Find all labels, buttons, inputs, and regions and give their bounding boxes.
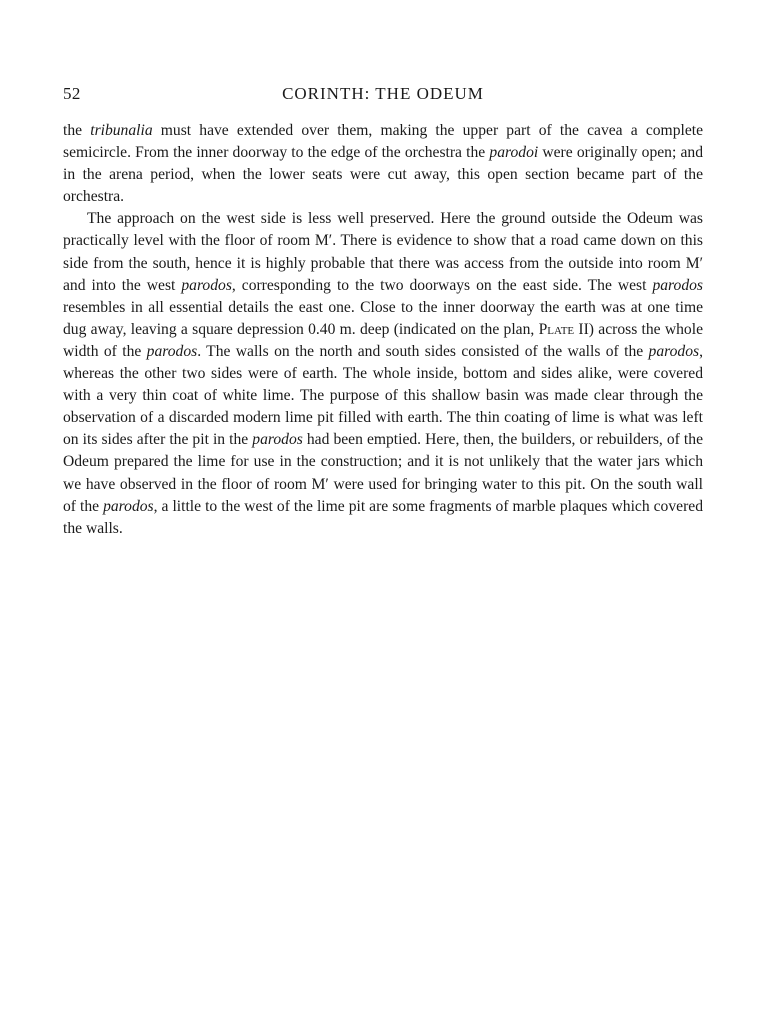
italic-term: parodos [181,276,232,294]
paragraph-2 [63,208,703,539]
text-run: had been emptied. Here, then, the builders, or rebuilders, of the Odeum prepared the lime for use in the construction; and it is not unlikely that the water jars which we have observed in the floor of room M′ were used for bringing water to this pit. On the south wall of the [63,431,703,515]
italic-term: tribunalia [90,122,153,139]
italic-term: parodos [103,497,154,515]
text-run: must have extended over them, making the upper part of the cavea a complete semicircle. From the inner doorway to the edge of the orchestra the [63,122,703,162]
text-run: The approach on the west side is less well preserved. Here the ground outside the Odeum was practically level with the floor of room M′. There is evidence to show that a road came down on this side from the south, hence it is highly probable that there was access from the outside into room M′ and into the west [63,210,703,294]
italic-term: parodoi [489,144,539,162]
italic-term: parodos [648,342,700,360]
text-run: . The walls on the north and south sides consisted of the walls of the [197,342,649,360]
italic-term: parodos [252,431,303,449]
running-title: CORINTH: THE ODEUM [282,84,484,103]
text-run: resembles in all essential details the east one. Close to the inner doorway the earth was at one time dug away, leaving a square depression 0.40 m. deep (indicated on the plan, [63,298,703,338]
running-head [63,84,703,110]
italic-term: parodos [652,276,703,294]
page-number: 52 [63,84,81,103]
text-run: II) across the whole width of the [63,320,703,360]
body-text [63,120,703,540]
text-run: were originally open; and in the arena period, when the lower seats were cut away, this open section became part of the orchestra. [63,144,703,206]
plate-reference: Plate [538,320,575,338]
document-page [63,84,703,540]
paragraph-1 [63,120,703,208]
text-run: , whereas the other two sides were of earth. The whole inside, bottom and sides alike, were covered with a very thin coat of white lime. The purpose of this shallow basin was made clear through the observation of a discarded modern lime pit filled with earth. The thin coating of lime is what was left on its sides after the pit in the [63,342,703,449]
italic-term: parodos [146,342,198,360]
text-run: the [63,122,91,139]
text-run: , corresponding to the two doorways on the east side. The west [231,276,653,294]
text-run: , a little to the west of the lime pit are some fragments of marble plaques which covered the walls. [63,497,703,537]
